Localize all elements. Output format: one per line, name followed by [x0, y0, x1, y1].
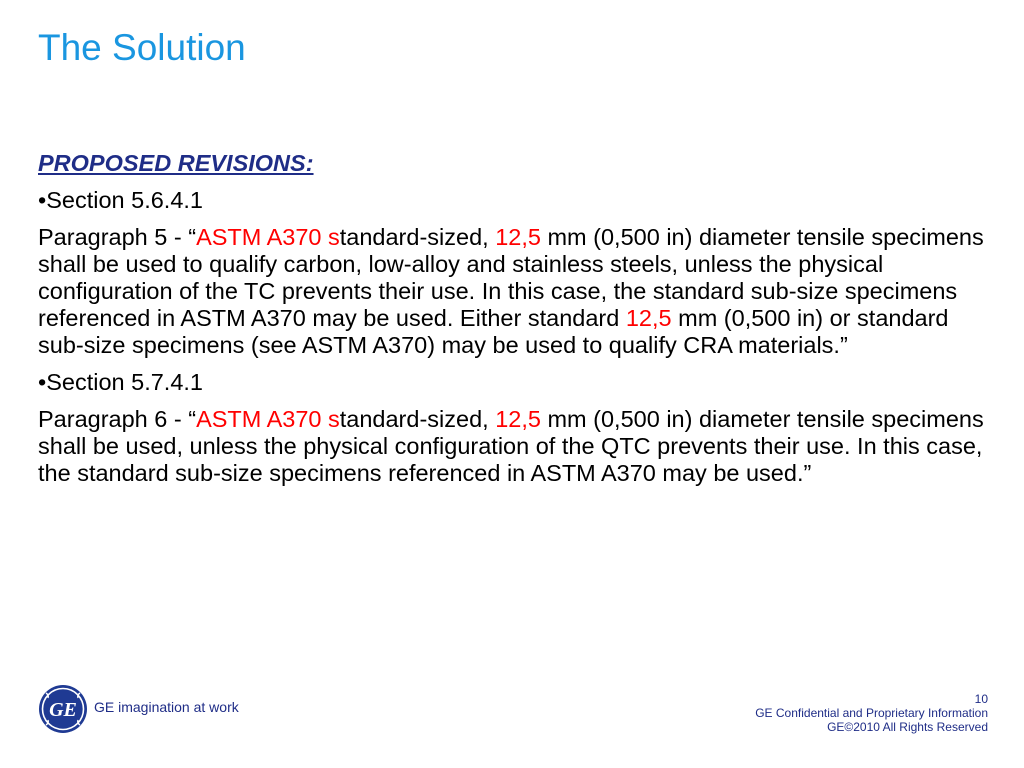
para-5-text-2: mm (0,500 in) diameter tensile specimens shall be used to qualify carbon, low-alloy and stainless steels, unless the physical configuration of the TC prevents their use. In this case, the standard sub-size specimens referenced in ASTM A370 may be used. Either standard	[38, 224, 984, 331]
ge-logo-text: GE	[49, 699, 77, 721]
paragraph-6-text	[38, 406, 998, 487]
slide-title: The Solution	[38, 27, 246, 68]
ge-logo-icon	[38, 684, 88, 734]
para-6-text-1: tandard-sized,	[339, 406, 496, 432]
ge-tagline: GE imagination at work	[94, 699, 239, 715]
paragraph-5-text	[38, 224, 998, 359]
para-5-text-3: mm (0,500 in) or standard sub-size specimens (see ASTM A370) may be used to qualify CRA materials.”	[38, 305, 949, 358]
confidential-notice: GE Confidential and Proprietary Information	[755, 706, 988, 720]
copyright-notice: GE©2010 All Rights Reserved	[827, 720, 988, 734]
para-5-prefix: Paragraph 5 - “	[38, 224, 197, 250]
para-6-prefix: Paragraph 6 - “	[38, 406, 197, 432]
proposed-revisions-heading: PROPOSED REVISIONS:	[38, 150, 314, 176]
para-6-text-2: mm (0,500 in) diameter tensile specimens shall be used, unless the physical configuration of the QTC prevents their use. In this case, the standard sub-size specimens referenced in ASTM A370 may be used.”	[38, 406, 984, 486]
section-5-7-4-1-bullet: •Section 5.7.4.1	[38, 369, 204, 395]
para-6-highlight-astm: ASTM A370 s	[196, 406, 340, 432]
para-5-highlight-astm: ASTM A370 s	[196, 224, 340, 250]
para-6-highlight-size: 12,5	[495, 406, 541, 432]
page-number: 10	[974, 692, 988, 706]
para-5-highlight-size-2: 12,5	[625, 305, 672, 331]
footer-info	[755, 692, 988, 734]
section-5-6-4-1-bullet: •Section 5.6.4.1	[38, 187, 204, 213]
para-5-highlight-size-1: 12,5	[495, 224, 541, 250]
para-5-text-1: tandard-sized,	[339, 224, 496, 250]
slide-body	[38, 150, 998, 497]
